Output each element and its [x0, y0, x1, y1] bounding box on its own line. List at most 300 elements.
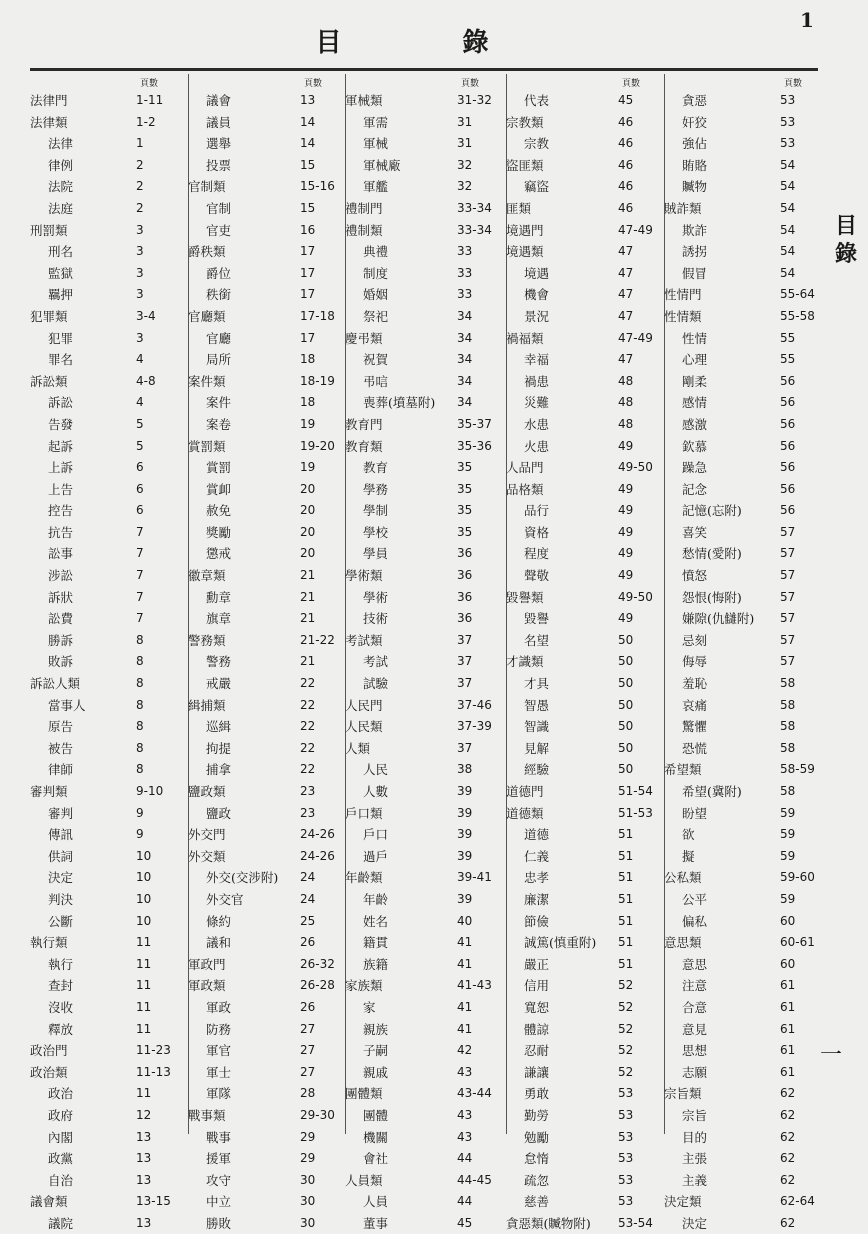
- entry-name: 智愚: [524, 697, 550, 713]
- entry-name: 決定: [48, 870, 74, 886]
- entry-page: 59: [780, 827, 796, 842]
- entry-page: 53: [618, 1129, 634, 1144]
- entry-name: 弔唁: [363, 373, 389, 389]
- entry-name: 賞卹: [206, 481, 232, 497]
- entry-page: 1-11: [136, 93, 164, 107]
- entry-page: 20: [300, 503, 316, 518]
- entry-page: 8: [136, 654, 144, 669]
- entry-name: 見解: [524, 740, 550, 756]
- entry-page: 58-59: [780, 762, 815, 777]
- entry-name: 條約: [206, 913, 232, 929]
- entry-name: 官制: [206, 200, 232, 216]
- entry-page: 21-22: [300, 632, 335, 647]
- page-title: 目 錄: [315, 28, 545, 58]
- entry-name: 人員: [363, 1194, 389, 1210]
- entry-page: 61: [780, 999, 796, 1014]
- entry-name: 外交(交涉附): [206, 870, 279, 886]
- entry-page: 31: [457, 114, 473, 129]
- entry-name: 案卷: [206, 416, 232, 432]
- entry-name: 人品門: [506, 460, 544, 476]
- entry-name: 攻守: [206, 1172, 232, 1188]
- entry-page: 8: [136, 740, 144, 755]
- entry-page: 52: [618, 999, 634, 1014]
- entry-page: 8: [136, 676, 144, 691]
- entry-page: 24-26: [300, 848, 335, 863]
- entry-name: 外交門: [188, 827, 226, 843]
- entry-page: 14: [300, 114, 316, 129]
- entry-name: 親族: [363, 1021, 389, 1037]
- entry-name: 籍貫: [363, 935, 389, 951]
- header-rule: [30, 68, 818, 71]
- entry-page: 18: [300, 352, 316, 367]
- entry-name: 機關: [363, 1129, 389, 1145]
- entry-page: 22: [300, 697, 316, 712]
- entry-name: 犯罪類: [30, 308, 68, 324]
- entry-page: 35-36: [457, 438, 492, 453]
- entry-name: 選舉: [206, 136, 232, 152]
- entry-page: 62: [780, 1172, 796, 1187]
- entry-name: 外交官: [206, 891, 244, 907]
- entry-name: 感情: [682, 395, 708, 411]
- entry-name: 道德類: [506, 805, 544, 821]
- page-heading: 頁數: [461, 79, 480, 89]
- entry-name: 毀譽類: [506, 589, 544, 605]
- entry-page: 8: [136, 762, 144, 777]
- entry-name: 謙讓: [524, 1064, 550, 1080]
- entry-page: 11: [136, 956, 152, 971]
- entry-name: 緝捕類: [188, 697, 226, 713]
- entry-name: 學員: [363, 546, 389, 562]
- entry-page: 41: [457, 999, 473, 1014]
- entry-name: 訟事: [48, 546, 74, 562]
- entry-name: 戰事: [206, 1129, 232, 1145]
- entry-name: 秩銜: [206, 287, 232, 303]
- entry-page: 41: [457, 1021, 473, 1036]
- entry-page: 54: [780, 222, 796, 237]
- entry-name: 忌刻: [682, 632, 708, 648]
- entry-name: 勳章: [206, 589, 232, 605]
- entry-page: 49: [618, 611, 634, 626]
- entry-page: 17: [300, 330, 316, 345]
- entry-page: 59-60: [780, 870, 815, 885]
- entry-name: 宗旨類: [664, 1086, 702, 1102]
- entry-name: 誠篤(慎重附): [524, 935, 597, 951]
- entry-name: 制度: [363, 265, 389, 281]
- entry-name: 議和: [206, 935, 232, 951]
- entry-name: 自治: [48, 1172, 74, 1188]
- entry-page: 26-28: [300, 978, 335, 993]
- entry-name: 政府: [48, 1107, 74, 1123]
- entry-name: 起訴: [48, 438, 74, 454]
- entry-page: 62: [780, 1129, 796, 1144]
- entry-page: 17-18: [300, 308, 335, 323]
- entry-name: 技術: [363, 611, 389, 627]
- entry-name: 判決: [48, 891, 74, 907]
- entry-page: 6: [136, 460, 144, 475]
- entry-name: 忠孝: [524, 870, 550, 886]
- entry-name: 官廳: [206, 330, 232, 346]
- entry-page: 47: [618, 244, 634, 259]
- entry-name: 賞罰: [206, 460, 232, 476]
- entry-name: 訴訟: [48, 395, 74, 411]
- entry-page: 11-23: [136, 1043, 171, 1058]
- entry-name: 侮辱: [682, 654, 708, 670]
- entry-page: 56: [780, 481, 796, 496]
- entry-page: 7: [136, 524, 144, 539]
- entry-name: 貪惡類(贓物附): [506, 1215, 591, 1231]
- entry-name: 誘拐: [682, 244, 708, 260]
- entry-name: 注意: [682, 978, 708, 994]
- entry-name: 廉潔: [524, 891, 550, 907]
- entry-page: 62: [780, 1151, 796, 1166]
- entry-page: 30: [300, 1172, 316, 1187]
- entry-page: 54: [780, 265, 796, 280]
- entry-page: 32: [457, 179, 473, 194]
- entry-name: 教育: [363, 460, 389, 476]
- entry-page: 3-4: [136, 308, 156, 323]
- entry-name: 慶弔類: [345, 330, 383, 346]
- entry-name: 意思: [682, 956, 708, 972]
- entry-name: 釋放: [48, 1021, 74, 1037]
- entry-name: 案件: [206, 395, 232, 411]
- entry-page: 36: [457, 546, 473, 561]
- entry-page: 55-58: [780, 308, 815, 323]
- entry-name: 法律: [48, 136, 74, 152]
- entry-page: 37-39: [457, 719, 492, 734]
- entry-name: 軍械廠: [363, 157, 401, 173]
- entry-name: 議員: [206, 114, 232, 130]
- entry-page: 34: [457, 395, 473, 410]
- entry-page: 9: [136, 805, 144, 820]
- entry-name: 學校: [363, 524, 389, 540]
- entry-name: 中立: [206, 1194, 232, 1210]
- entry-page: 41-43: [457, 978, 492, 993]
- entry-name: 愁情(愛附): [682, 546, 742, 562]
- entry-name: 爵位: [206, 265, 232, 281]
- side-label: 目錄: [834, 213, 857, 267]
- entry-name: 外交類: [188, 848, 226, 864]
- entry-page: 23: [300, 784, 316, 798]
- entry-name: 盜匪類: [506, 157, 544, 173]
- entry-page: 62: [780, 1107, 796, 1122]
- entry-page: 51: [618, 956, 634, 971]
- entry-page: 53: [618, 1107, 634, 1122]
- page-heading: 頁數: [622, 79, 641, 89]
- entry-page: 26: [300, 935, 316, 950]
- entry-page: 26: [300, 999, 316, 1014]
- entry-page: 54: [780, 200, 796, 215]
- entry-page: 6: [136, 481, 144, 496]
- entry-name: 軍械類: [345, 93, 383, 108]
- entry-name: 嫌隙(仇讎附): [682, 611, 755, 627]
- entry-name: 盼望: [682, 805, 708, 821]
- entry-page: 21: [300, 589, 316, 604]
- entry-page: 47-49: [618, 330, 653, 345]
- entry-name: 剛柔: [682, 373, 708, 389]
- entry-page: 11: [136, 978, 152, 993]
- entry-name: 子嗣: [363, 1043, 389, 1059]
- entry-name: 上告: [48, 481, 74, 497]
- entry-name: 毀譽: [524, 611, 550, 627]
- entry-page: 57: [780, 632, 796, 647]
- entry-page: 56: [780, 395, 796, 410]
- entry-name: 戒嚴: [206, 676, 232, 692]
- entry-page: 44: [457, 1151, 473, 1166]
- entry-page: 45: [618, 93, 634, 107]
- entry-name: 欺詐: [682, 222, 708, 238]
- entry-name: 假冒: [682, 265, 708, 281]
- entry-page: 20: [300, 524, 316, 539]
- entry-name: 人民: [363, 762, 389, 778]
- entry-name: 匪類: [506, 200, 532, 216]
- entry-name: 徽章類: [188, 568, 226, 584]
- entry-page: 11: [136, 1086, 152, 1101]
- entry-page: 20: [300, 546, 316, 561]
- entry-name: 幸福: [524, 352, 550, 368]
- entry-name: 官廳類: [188, 308, 226, 324]
- entry-name: 鹽政類: [188, 784, 226, 799]
- entry-name: 軍艦: [363, 179, 389, 195]
- entry-name: 機會: [524, 287, 550, 303]
- entry-name: 團體: [363, 1107, 389, 1123]
- entry-name: 喜笑: [682, 524, 708, 540]
- entry-name: 沒收: [48, 999, 74, 1015]
- entry-page: 50: [618, 676, 634, 691]
- entry-page: 9-10: [136, 784, 164, 798]
- entry-page: 43: [457, 1107, 473, 1122]
- entry-page: 49: [618, 568, 634, 583]
- entry-page: 49: [618, 524, 634, 539]
- entry-page: 50: [618, 654, 634, 669]
- entry-name: 軍政類: [188, 978, 226, 994]
- entry-name: 鹽政: [206, 805, 232, 821]
- entry-name: 年齡類: [345, 870, 383, 886]
- entry-page: 51: [618, 870, 634, 885]
- entry-page: 35: [457, 503, 473, 518]
- entry-page: 7: [136, 611, 144, 626]
- entry-page: 48: [618, 416, 634, 431]
- entry-page: 22: [300, 740, 316, 755]
- entry-page: 3: [136, 265, 144, 280]
- page-heading: 頁數: [304, 79, 323, 89]
- entry-page: 27: [300, 1064, 316, 1079]
- entry-page: 55-64: [780, 287, 815, 302]
- entry-name: 火患: [524, 438, 550, 454]
- entry-name: 典禮: [363, 244, 389, 260]
- entry-page: 62: [780, 1215, 796, 1230]
- entry-name: 訴訟類: [30, 373, 68, 389]
- entry-name: 警務類: [188, 632, 226, 648]
- entry-page: 20: [300, 481, 316, 496]
- entry-page: 53: [618, 1086, 634, 1101]
- entry-name: 議院: [48, 1215, 74, 1231]
- entry-page: 34: [457, 308, 473, 323]
- entry-page: 4: [136, 395, 144, 410]
- entry-name: 婚姻: [363, 287, 389, 303]
- entry-name: 抗告: [48, 524, 74, 540]
- entry-name: 性情類: [664, 308, 702, 324]
- entry-name: 爵秩類: [188, 244, 226, 260]
- entry-page: 19-20: [300, 438, 335, 453]
- entry-name: 援軍: [206, 1151, 232, 1167]
- entry-page: 38: [457, 762, 473, 777]
- entry-page: 23: [300, 805, 316, 820]
- entry-name: 宗教: [524, 136, 550, 152]
- entry-page: 51: [618, 848, 634, 863]
- entry-page: 51: [618, 935, 634, 950]
- entry-name: 恐慌: [682, 740, 708, 756]
- entry-page: 39: [457, 827, 473, 842]
- entry-name: 信用: [524, 978, 550, 994]
- entry-page: 39: [457, 784, 473, 798]
- entry-name: 人類: [345, 740, 371, 756]
- entry-page: 61: [780, 1064, 796, 1079]
- entry-name: 訴狀: [48, 589, 74, 605]
- entry-page: 59: [780, 848, 796, 863]
- entry-name: 供詞: [48, 848, 74, 864]
- entry-name: 疏忽: [524, 1172, 550, 1188]
- entry-page: 52: [618, 1043, 634, 1058]
- entry-name: 旗章: [206, 611, 232, 627]
- entry-page: 12: [136, 1107, 152, 1122]
- entry-name: 過戶: [363, 848, 389, 864]
- entry-page: 58: [780, 719, 796, 734]
- entry-name: 資格: [524, 524, 550, 540]
- entry-name: 擬: [682, 848, 695, 864]
- entry-name: 勤勞: [524, 1107, 550, 1123]
- entry-page: 39: [457, 805, 473, 820]
- entry-name: 族籍: [363, 956, 389, 972]
- entry-name: 當事人: [48, 697, 86, 713]
- entry-name: 目的: [682, 1129, 708, 1145]
- entry-name: 法律門: [30, 93, 68, 108]
- entry-page: 49: [618, 481, 634, 496]
- entry-name: 人數: [363, 784, 389, 799]
- entry-name: 審判: [48, 805, 74, 821]
- entry-page: 50: [618, 740, 634, 755]
- entry-page: 52: [618, 1021, 634, 1036]
- entry-page: 15: [300, 157, 316, 172]
- entry-page: 49: [618, 546, 634, 561]
- entry-page: 30: [300, 1194, 316, 1209]
- entry-name: 勉勵: [524, 1129, 550, 1145]
- entry-name: 訟費: [48, 611, 74, 627]
- entry-name: 告發: [48, 416, 74, 432]
- entry-page: 55: [780, 352, 796, 367]
- entry-page: 61: [780, 1021, 796, 1036]
- entry-page: 57: [780, 589, 796, 604]
- entry-name: 防務: [206, 1021, 232, 1037]
- entry-page: 47: [618, 352, 634, 367]
- entry-page: 52: [618, 978, 634, 993]
- entry-name: 志願: [682, 1064, 708, 1080]
- entry-name: 記憶(忘附): [682, 503, 742, 519]
- entry-name: 會社: [363, 1151, 389, 1167]
- entry-page: 52: [618, 1064, 634, 1079]
- entry-name: 教育類: [345, 438, 383, 454]
- entry-name: 政治類: [30, 1064, 68, 1080]
- entry-name: 性情: [682, 330, 708, 346]
- entry-page: 2: [136, 157, 144, 172]
- entry-page: 35-37: [457, 416, 492, 431]
- entry-name: 貪惡: [682, 93, 708, 108]
- entry-name: 刑罰類: [30, 222, 68, 238]
- entry-name: 法律類: [30, 114, 68, 130]
- entry-name: 決定類: [664, 1194, 702, 1210]
- entry-page: 22: [300, 719, 316, 734]
- entry-name: 原告: [48, 719, 74, 735]
- entry-name: 道德: [524, 827, 550, 843]
- entry-page: 6: [136, 503, 144, 518]
- entry-page: 29-30: [300, 1107, 335, 1122]
- entry-name: 學術類: [345, 568, 383, 584]
- entry-name: 赦免: [206, 503, 232, 519]
- entry-page: 53: [780, 114, 796, 129]
- entry-name: 犯罪: [48, 330, 74, 346]
- entry-name: 內閣: [48, 1129, 74, 1145]
- entry-page: 50: [618, 719, 634, 734]
- entry-page: 7: [136, 546, 144, 561]
- entry-page: 37: [457, 654, 473, 669]
- entry-name: 品行: [524, 503, 550, 519]
- entry-name: 意見: [682, 1021, 708, 1037]
- entry-name: 獎勵: [206, 524, 232, 540]
- entry-page: 13: [300, 93, 316, 107]
- entry-name: 嚴正: [524, 956, 550, 972]
- entry-name: 怨恨(悔附): [682, 589, 742, 605]
- entry-name: 學務: [363, 481, 389, 497]
- side-page-mark: 一: [820, 1043, 843, 1068]
- entry-name: 主義: [682, 1172, 708, 1188]
- entry-name: 巡緝: [206, 719, 232, 735]
- entry-page: 49: [618, 503, 634, 518]
- entry-name: 政黨: [48, 1151, 74, 1167]
- entry-name: 敗訴: [48, 654, 74, 670]
- entry-page: 24: [300, 891, 316, 906]
- entry-name: 軍械: [363, 136, 389, 152]
- entry-page: 1-2: [136, 114, 156, 129]
- entry-page: 46: [618, 200, 634, 215]
- entry-page: 7: [136, 589, 144, 604]
- entry-page: 35: [457, 460, 473, 475]
- entry-page: 43: [457, 1064, 473, 1079]
- entry-page: 17: [300, 265, 316, 280]
- page-heading: 頁數: [784, 79, 803, 89]
- entry-page: 58: [780, 740, 796, 755]
- entry-name: 竊盜: [524, 179, 550, 195]
- entry-page: 49-50: [618, 460, 653, 475]
- entry-page: 13: [136, 1129, 152, 1144]
- entry-name: 姓名: [363, 913, 389, 929]
- entry-name: 禍患: [524, 373, 550, 389]
- entry-name: 學制: [363, 503, 389, 519]
- entry-page: 62: [780, 1086, 796, 1101]
- entry-page: 49-50: [618, 589, 653, 604]
- entry-page: 8: [136, 632, 144, 647]
- entry-name: 勝訴: [48, 632, 74, 648]
- entry-page: 19: [300, 460, 316, 475]
- entry-name: 監獄: [48, 265, 74, 281]
- entry-name: 哀痛: [682, 697, 708, 713]
- entry-page: 55: [780, 330, 796, 345]
- entry-page: 33: [457, 265, 473, 280]
- entry-name: 聲敬: [524, 568, 550, 584]
- entry-page: 47: [618, 265, 634, 280]
- entry-name: 怠惰: [524, 1151, 550, 1167]
- entry-page: 53: [780, 93, 796, 107]
- entry-page: 47: [618, 287, 634, 302]
- entry-page: 28: [300, 1086, 316, 1101]
